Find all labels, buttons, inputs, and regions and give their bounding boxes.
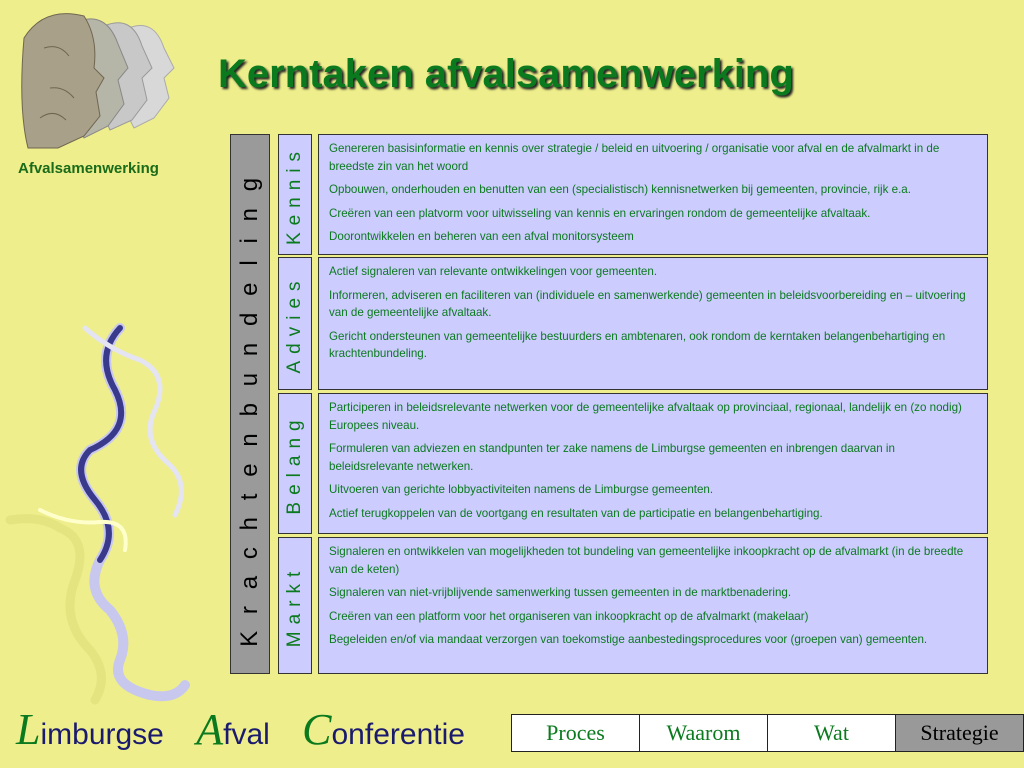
krachtenbundeling-label: Krachtenbundeling: [236, 161, 263, 647]
panel-item: Begeleiden en/of via mandaat verzorgen van toekomstige aanbestedingsprocedures voor (groepen van) gemeenten.: [329, 633, 928, 646]
category-belang: [278, 393, 312, 534]
logo-word: onferentie: [331, 718, 465, 751]
logo-word: imburgse: [40, 718, 164, 751]
panel-item: Participeren in beleidsrelevante netwerken voor de gemeentelijke afvaltaak op provinciaal, regionaal, landelijk en (zo nodig) Europees niveau.: [329, 401, 962, 432]
panel-item: Actief terugkoppelen van de voortgang en resultaten van de participatie en belangenbehartiging.: [329, 506, 823, 520]
krachtenbundeling-column: [230, 134, 270, 674]
panel-item: Informeren, adviseren en faciliteren van (individuele en samenwerkende) gemeenten in beleidsvoorbereiding en – uitvoering van de gemeentelijke afvaltaak.: [329, 288, 966, 319]
conference-logo: [16, 704, 489, 752]
nav-strategie-button[interactable]: Strategie: [896, 715, 1023, 751]
river-illustration: [0, 300, 200, 710]
panel-markt: [318, 537, 988, 674]
logo-initial: L: [16, 705, 41, 754]
panel-item: Formuleren van adviezen en standpunten ter zake namens de Limburgse gemeenten en inbrengen daarvan in beleidsrelevante netwerken.: [329, 442, 895, 473]
category-label: Kennis: [284, 144, 305, 245]
nav-waarom-button[interactable]: Waarom: [640, 715, 768, 751]
category-kennis: [278, 134, 312, 255]
panel-item: Creëren van een platvorm voor uitwisseling van kennis en ervaringen rondom de gemeentelijke afvaltaak.: [329, 206, 871, 220]
panel-item: Actief signaleren van relevante ontwikkelingen voor gemeenten.: [329, 265, 658, 278]
panel-item: Genereren basisinformatie en kennis over strategie / beleid en uitvoering / organisatie voor afval en de afvalmarkt in de breedste zin van het woord: [329, 142, 940, 173]
category-advies: [278, 257, 312, 390]
nav-proces-button[interactable]: Proces: [512, 715, 640, 751]
category-markt: [278, 537, 312, 674]
page-title: Kerntaken afvalsamenwerking: [218, 52, 794, 96]
logo-word: fval: [223, 718, 270, 751]
category-label: Belang: [284, 412, 305, 515]
panel-item: Doorontwikkelen en beheren van een afval monitorsysteem: [329, 230, 634, 243]
nav-wat-button[interactable]: Wat: [768, 715, 896, 751]
panel-advies: [318, 257, 988, 390]
logo-initial: A: [196, 705, 224, 754]
logo-initial: C: [302, 705, 332, 754]
category-label: Advies: [284, 273, 305, 374]
category-label: Markt: [284, 564, 305, 647]
navigation-bar: [511, 714, 1024, 752]
panel-item: Opbouwen, onderhouden en benutten van een (specialistisch) kennisnetwerken bij gemeenten, provincie, rijk e.a.: [329, 183, 911, 196]
org-label: Afvalsamenwerking: [18, 160, 159, 177]
panel-item: Signaleren en ontwikkelen van mogelijkheden tot bundeling van gemeentelijke inkoopkracht op de afvalmarkt (in de breedte van de keten): [329, 545, 964, 576]
panel-belang: [318, 393, 988, 534]
panel-item: Gericht ondersteunen van gemeentelijke bestuurders en ambtenaren, ook rondom de kerntaken belangenbehartiging en krachtenbundeling.: [329, 329, 946, 360]
panel-item: Uitvoeren van gerichte lobbyactiviteiten namens de Limburgse gemeenten.: [329, 483, 714, 496]
heads-logo: [14, 8, 184, 156]
panel-item: Creëren van een platform voor het organiseren van inkoopkracht op de afvalmarkt (makelaar): [329, 609, 809, 623]
panel-kennis: [318, 134, 988, 255]
panel-item: Signaleren van niet-vrijblijvende samenwerking tussen gemeenten in de marktbenadering.: [329, 586, 792, 599]
